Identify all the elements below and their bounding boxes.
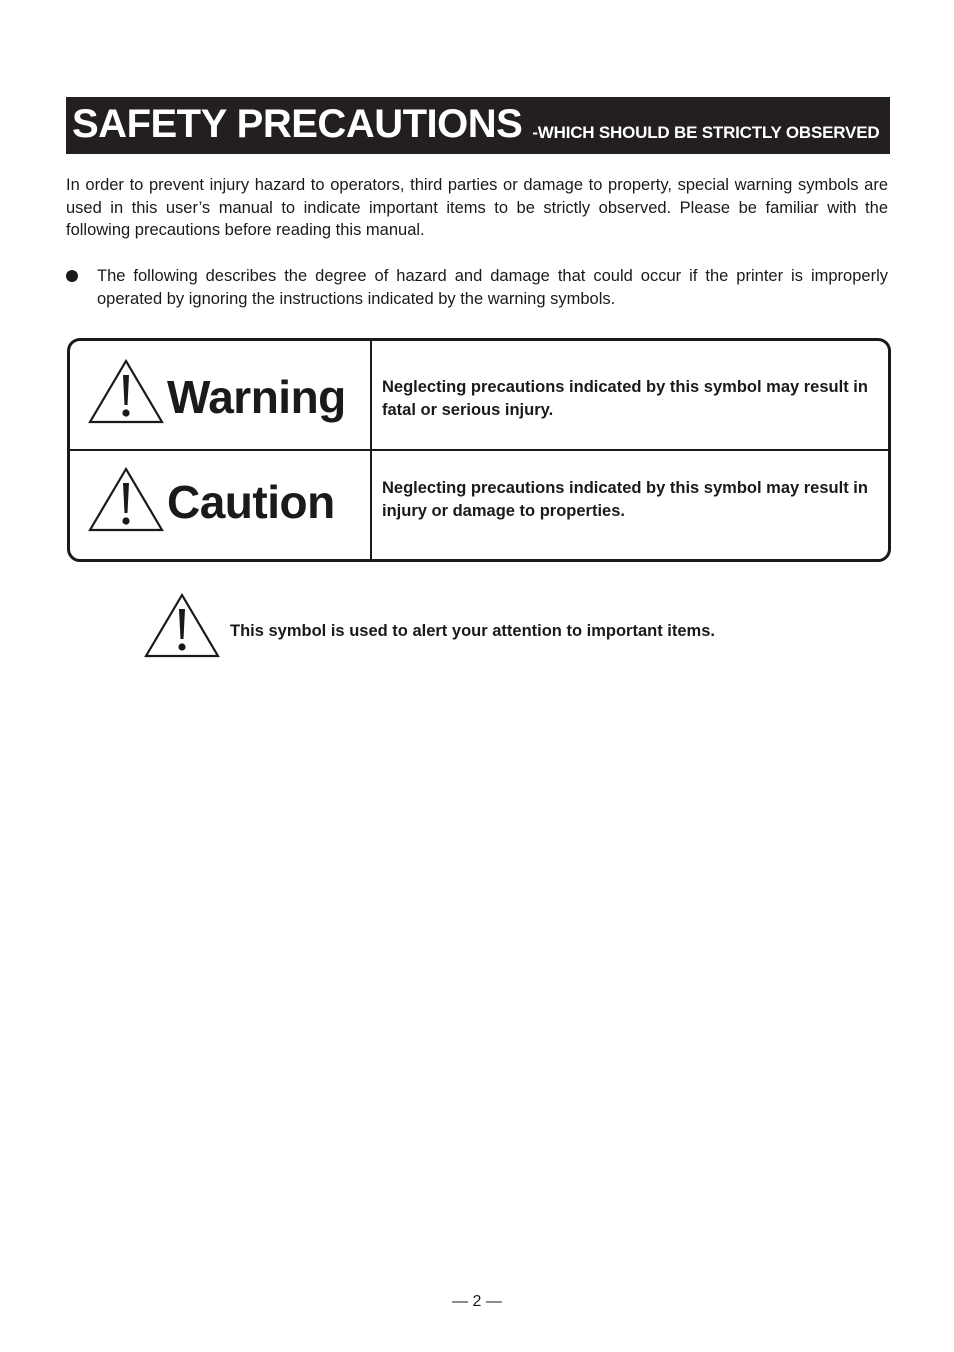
caution-description-cell	[372, 451, 888, 559]
warning-label: Warning	[167, 371, 346, 423]
caution-description: Neglecting precautions indicated by this symbol may result in injury or damage to properties.	[382, 479, 868, 520]
warning-row	[70, 341, 888, 449]
caution-symbol-cell	[70, 451, 372, 559]
intro-paragraph: In order to prevent injury hazard to operators, third parties or damage to property, special warning symbols are used in this user’s manual to indicate important items to be strictly observed. Please be familiar with the following precautions before reading this manual.	[66, 176, 888, 239]
caution-label: Caution	[167, 476, 335, 528]
warning-description: Neglecting precautions indicated by this symbol may result in fatal or serious injury.	[382, 378, 868, 419]
warning-triangle-icon	[87, 358, 165, 426]
page-subtitle: -WHICH SHOULD BE STRICTLY OBSERVED	[532, 123, 880, 142]
warning-symbol-cell	[70, 341, 372, 449]
section-title-bar	[66, 97, 890, 154]
bullet-item	[66, 265, 888, 310]
caution-row	[70, 449, 888, 559]
bullet-dot-icon	[66, 270, 78, 282]
bullet-text: The following describes the degree of hazard and damage that could occur if the printer is improperly operated by ignoring the instructions indicated by the warning symbols.	[97, 267, 888, 308]
symbol-legend-table	[67, 338, 891, 562]
warning-description-cell	[372, 341, 888, 449]
alert-symbol-note	[143, 592, 843, 662]
page-title: SAFETY PRECAUTIONS	[72, 102, 523, 146]
alert-text: This symbol is used to alert your attention to important items.	[230, 622, 715, 640]
page-number: — 2 —	[452, 1293, 502, 1310]
warning-triangle-icon	[87, 466, 165, 534]
warning-triangle-icon	[143, 592, 221, 660]
